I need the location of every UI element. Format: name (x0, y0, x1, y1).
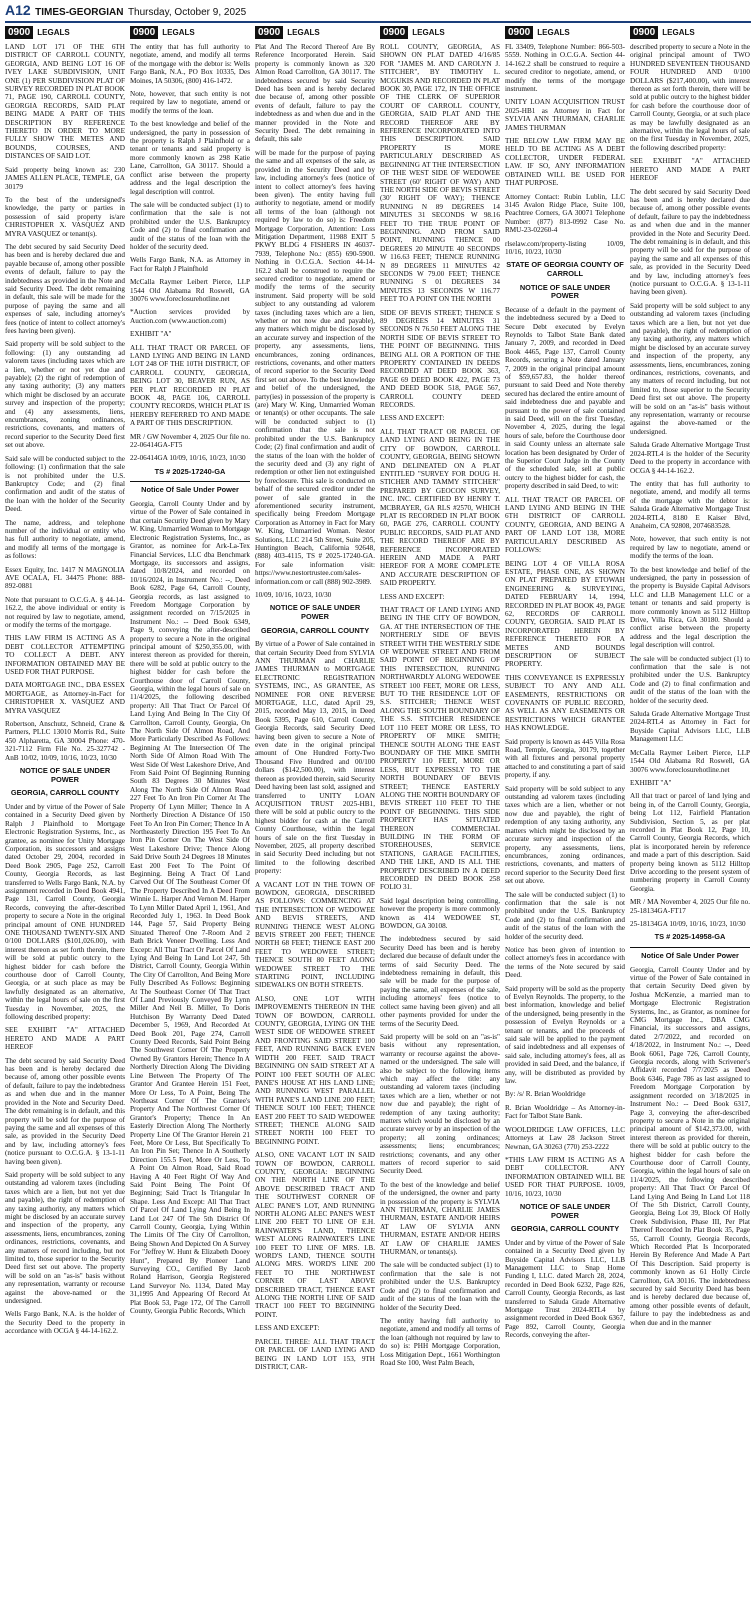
notice-heading: STATE OF GEORGIA COUNTY OF CARROLL (506, 260, 624, 278)
notice-paragraph: THE BELOW LAW FIRM MAY BE HELD TO BE ACTING AS A DEBT COLLECTOR, UNDER FEDERAL LAW. IF SO, ANY INFORMATION OBTAINED WILL BE USED FOR THAT PURPOSE. (505, 137, 625, 188)
column-text (505, 43, 625, 1340)
notice-paragraph: The entity that has full authority to negotiate, amend, and modify all terms of the mortgage with the debtor is: Saluda Grade Alternative Mortgage Trust 2024-RTL4, 8180 E Kaiser Blvd, Anaheim, CA 92808, 2074683528. (630, 479, 750, 530)
notice-paragraph: The debt secured by said Security Deed has been and is hereby declared due because of, among other possible events of default, failure to pay the indebtedness as and when due and in the manner provided in the Note and Security Deed. The debt remaining is in default, and this property will be sold for the purpose of paying the same and all expenses of this sale, as provided in the Security Deed and by law, including attorney's fees (notice pursuant to O.C.G.A. § 13-1-11 having been given). (630, 187, 750, 297)
column-text (255, 43, 375, 1371)
notice-heading: TS # 2025-17240-GA (154, 466, 226, 476)
notice-paragraph: Said legal description being controlling, however the property is more commonly known as 414 WEDOWEE ST, BOWDON, GA 30108. (380, 896, 500, 931)
category-header (380, 25, 500, 40)
category-name: LEGALS (537, 28, 570, 37)
notice-paragraph: ROLL COUNTY, GEORGIA, AS SHOWN ON PLAT DATED 4/16/85 FOR "JAMES M. AND CAROLYN J. STITCHER", BY TIMOTHY L. MCGUKIS AND RECORDED IN PLAT BOOK 30, PAGE 172, IN THE OFFICE OF THE CLERK OF SUPERIOR COURT OF CARROLL COUNTY, GEORGIA, SAID PLAT AND THE RECORD THEREOF ARE BY REFERENCE INCORPORATED INTO THIS DESCRIPTION. SAID PROPERTY IS MORE PARTICULARLY DESCRIBED AS BEGINNING AT THE INTERSECTION OF THE WEST SIDE OF WEDOWEE STREET (60' RIGHT OF WAY) AND THE NORTH SIDE OF BEVIS STREET (30' RIGHT OF WAY); THENCE RUNNING N 89 DEGREES 14 MINUTES 31 SECONDS W 98.16 FEET TO THE TRUE POINT OF BEGINNING. AND FROM SAID POINT, RUNNING THENCE 00 DEGREES 20 MINUTE 40 SECONDS W 116.63 FEET; THENCE RUNNING N 89 DEGREES 11 MINUTES 42 SECONDS W 79.00 FEET; THENCE RUNNING S 01 DEGREES 34 MINUTES 13 SECONDS W 116.77 FEET TO A POINT ON THE NORTH (380, 43, 500, 304)
notice-paragraph: Saluda Grade Alternative Mortgage Trust 2024-RTL4 is the holder of the Security Deed to the property in accordance with OCGA § 44-14-162.2. (630, 441, 750, 475)
notice-paragraph: McCalla Raymer Leibert Pierce, LLP 1544 Old Alabama Rd Roswell, GA 30076 www.foreclosurehotline.net (630, 748, 750, 774)
notice-paragraph: ALSO, ONE LOT WITH IMPROVEMENTS THEREON IN THE TOWN OF BOWDON, CARROLL COUNTY, GEORGIA, LYING ON THE WEST SIDE OF WEDOWEE STREET AND FRONTING SAID STREET 100 FEET, AND RUNNING BACK EVEN WIDTH 200 FEET. SAID TRACT BEGINNING ON SAID STREET AT A POINT 100 FEET SOUTH OF ALEC PANE'S HOUSE AT HIS LAND LINE; AND RUNNING WEST PARALLEL WITH PANE'S LAND LINE 200 FEET; THENCE SOUT 100 FEET; THENCE EAST 200 FEET TO SAID WEDOWEE STREET; THENCE ALONG SAID STREET NORTH 100 FEET TO BEGINNING POINT. (255, 994, 375, 1146)
notice-heading: NOTICE OF SALE UNDER POWER (519, 282, 611, 301)
notice-paragraph: Said property will be sold subject to any outstanding ad valorem taxes (including taxes which are a lien, whether or not now due and payable), the right of redemption of any taxing authority, any matters which might be disclosed by an accurate survey and inspection of the property, any assessments, liens, encumbrances, zoning ordinances, restrictions, covenants, and matters of record superior to the Security Deed first set out above. (505, 784, 625, 886)
notice-paragraph: MR / GW November 4, 2025 Our file no. 22-06414GA-FT5 (130, 432, 250, 450)
notice-paragraph: 10/09, 10/16, 10/23, 10/30 (255, 591, 332, 599)
category-name: LEGALS (162, 28, 195, 37)
category-name: LEGALS (662, 28, 695, 37)
notice-paragraph: McCalla Raymer Leibert Pierce, LLP 1544 Old Alabama Rd Roswell, GA 30076 www.foreclosurehotline.net (130, 278, 250, 303)
legal-column-1 (5, 25, 125, 1595)
notice-paragraph: A VACANT LOT IN THE TOWN OF BOWDON, GEORGIA, DESCRIBED AS FOLLOWS: COMMENCING AT THE INTERSECTION OF WEDOWEE AND BEVIS STREETS, AND RUNNING THENCE WEST ALONG BEVIS STREET 200 FEET; THENCE NORTH 68 FEET; THENCE EAST 200 FEET TO WEDOWEE STREET; THENCE SOUTH 80 FEET ALONG WEDOWEE STREET TO THE STARTING POINT, INCLUDING SIDEWALKS ON BOTH STREETS. (255, 880, 375, 990)
notice-paragraph: To the best knowledge and belief of the undersigned, the party in possession of the property is Buyside Capital Advisors LLC and LLB Management LLC or a tenant or tenants and said property is more commonly known as 5112 Hilltop Drive, Villa Rica, GA 30180. Should a conflict arise between the property address and the legal description the legal description will control. (630, 565, 750, 650)
notice-heading: GEORGIA, CARROLL COUNTY (260, 625, 370, 635)
notice-heading: GEORGIA, CARROLL COUNTY (10, 788, 120, 798)
category-code: 0900 (130, 26, 158, 39)
notice-paragraph: Note that pursuant to O.C.G.A. § 44-14-162.2, the above individual or entity is not required by law to negotiate, amend, or modify the terms of the mortgage. (5, 595, 125, 629)
notice-paragraph: EXHIBIT "A" (130, 330, 172, 339)
notice-heading: GEORGIA, CARROLL COUNTY (510, 1224, 620, 1234)
legal-column-6 (630, 25, 750, 1595)
notice-paragraph: Georgia, Carroll County Under and by virtue of the Power of Sale contained in that certain Security Deed given by Joshua McKenzie, a married man to Mortgage Electronic Registration Systems, Inc., as Grantor, as nominee for CMG Mortgage Inc., DBA CMG Financial, its successors and assigns, dated 2/7/2022, and recorded on 4/18/2022, in Instrument No.: --, Deed Book 6061, Page 726, Carroll County, Georgia records, along with Scrivener's Affidavit recorded 7/7/2025 as Deed Book 6346, Page 786 as last assigned to Freedom Mortgage Corporation by assignment recorded on 3/18/2025 in Instrument No.: -- Deed Book 6317, Page 3, conveying the after-described property to secure a Note in the original principal amount of $142,373.00, with interest thereon as provided for therein, there will be sold at public outcry to the highest bidder for cash before the Courthouse door of Carroll County, Georgia, within the legal hours of sale on 11/4/2025, the following described property: All That Tract Or Parcel Of Land Lying And Being In Land Lot 118 Of The 5th District, Carroll County, Georgia, Being Lot 39, Block Of Holly Creek Subdivision, Phase III, Per Plat Thereof Recorded In Plat Book 35, Page 55, Carroll County, Georgia Records, Which Recorded Plat Is Incorporated Herein By Reference And Made A Part Of This Description. Said property is commonly known as 61 Holly Circle Carrollton, GA 30116. The indebtedness secured by said Security Deed has been and is hereby declared due because of, among other possible events of default, failure to pay the indebtedness as and when due and in the manner (630, 965, 750, 1327)
notice-paragraph: Wells Fargo Bank, N.A. is the holder of the Security Deed to the property in accordance with OCGA § 44-14-162.2. (5, 1310, 125, 1336)
notice-paragraph: Wells Fargo Bank, N.A. as Attorney in Fact for Ralph J Plainfhold (130, 256, 250, 273)
notice-paragraph: The entity that has full authority to negotiate, amend, and modify all terms of the mortgage with the debtor is: Wells Fargo Bank, N.A., PO Box 10335, Des Moines, IA 50306, (800) 416-1472. (130, 43, 250, 85)
notice-paragraph: By: /s/ R. Brian Wooldridge (505, 1090, 586, 1099)
legal-column-5 (505, 25, 625, 1595)
notice-paragraph: THIS CONVEYANCE IS EXPRESSLY SUBJECT TO ANY AND ALL EASEMENTS, RESTRICTIONS OR COVENANTS OF PUBLIC RECORD, AS WELL AS ANY EASEMENTS OR RESTRICTIONS WHICH GRANTEE HAS KNOWLEDGE. (505, 673, 625, 733)
notice-paragraph: Said property being known as: 230 JAMES ALLEN PLACE, TEMPLE, GA 30179 (5, 165, 125, 191)
masthead (5, 2, 751, 20)
notice-paragraph: To the best knowledge and belief of the undersigned, the party in possession of the property is Ralph J Plainfhold or a tenant or tenants and said property is more commonly known as 298 Katie Lane, Carrollton, GA 30117. Should a conflict arise between the property address and the legal description the legal description will control. (130, 120, 250, 196)
notice-paragraph: The sale will be conducted subject (1) to confirmation that the sale is not prohibited under the U.S. Bankruptcy Code and (2) to final confirmation and audit of the status of the loan with the holder of the security deed. (630, 654, 750, 705)
notice-paragraph: The debt secured by said Security Deed has been and is hereby declared due because of, among other possible events of default, failure to pay the indebtedness as and when due and in the manner provided in the Note and Security Deed. The debt remaining is in default, and this property will be sold for the purpose of paying the same and all expenses of this sale, as provided in the Security Deed and by law, including attorney's fees (notice pursuant to O.C.G.A. § 13-1-11 having been given). (5, 1056, 125, 1166)
notice-paragraph: The sale will be conducted subject (1) to confirmation that the sale is not prohibited under the U.S. Bankruptcy Code and (2) to final confirmation and audit of the status of the loan with the holder of the security deed. (505, 890, 625, 941)
notice-paragraph: will be made for the purpose of paying the same and all expenses of the sale, as provided in the Security Deed and by law, including attorney's fees (notice of intent to collect attorney's fees having been given). The entity having full authority to negotiate, amend or modify all terms of the loan (although not required by law to do so) is: Freedom Mortgage Corporation, Attention: Loss Mitigation Department, 11988 EXIT 5 PKWY BLDG 4 FISHERS IN 46037-7939, Telephone No.: (855) 690-5900. Nothing in O.C.G.A. Section 44-14-162.2 shall be construed to require the secured creditor to negotiate, amend or modify the terms of the security instrument. Said property will be sold subject to any outstanding ad valorem taxes (including taxes which are a lien, whether or not now due and payable), any matters which might be disclosed by an accurate survey and inspection of the property, any assessments, liens, encumbrances, zoning ordinances, restrictions, covenants, and other matters of record superior to the Security Deed first set out above. To the best knowledge and belief of the undersigned, the party(ies) in possession of the property is (are) Mary W. King, Unmarried Woman or tenant(s) or other occupants. The sale will be conducted subject to (1) confirmation that the sale is not prohibited under the U.S. Bankruptcy Code; (2) final confirmation and audit of the status of the loan with the holder of the security deed and (3) any right of redemption or other lien not extinguished by foreclosure. This sale is conducted on behalf of the secured creditor under the power of sale granted in the aforementioned security instrument, specifically being Freedom Mortgage Corporation as Attorney in Fact for Mary W. King, Unmarried Woman. Nestor Solutions, LLC 214 5th Street, Suite 205, Huntington Beach, California 92648, (888) 403-4115, TS # 2025-17240-GA. For sale information visit: https://www.nestortrustee.com/sales-information.com or call (888) 902-3989. (255, 148, 375, 586)
notice-paragraph: *THIS LAW FIRM IS ACTING AS A DEBT COLLECTOR. ANY INFORMATION OBTAINED WILL BE USED FOR THAT PURPOSE. 10/09, 10/16, 10/23, 10/30 (505, 1155, 625, 1198)
notice-paragraph: The sale will be conducted subject (1) to confirmation that the sale is not prohibited under the U.S. Bankruptcy Code and (2) to final confirmation and audit of the status of the loan with the holder of the Security Deed. (380, 1261, 500, 1312)
notice-paragraph: THIS LAW FIRM IS ACTING AS A DEBT COLLECTOR ATTEMPTING TO COLLECT A DEBT. ANY INFORMATION OBTAINED MAY BE USED FOR THAT PURPOSE. (5, 634, 125, 677)
notice-paragraph: Robertson, Anschutz, Schneid, Crane & Partners, PLLC 13010 Morris Rd., Suite 450 Alpharetta, GA 30004 Phone: 470-321-7112 Firm File No. 25-327742 - AnB 10/02, 10/09, 10/16, 10/23, 10/30 (5, 720, 125, 762)
category-code: 0900 (630, 26, 658, 39)
notice-paragraph: SIDE OF BEVIS STREET; THENCE S 89 DEGREES 14 MINUTES 31 SECONDS N 76.50 FEET ALONG THE NORTH SIDE OF BEVIS STREET TO THE POINT OF BEGINNING. THIS BEING ALL OR A PORTION OF THE PROPERTY CONTAINED IN DEEDS RECORDED AT DEED BOOK 363, PAGE 69 DEED BOOK 422, PAGE 73 AND DEED BOOK 518, PAGE 567, CARROLL COUNTY DEED RECORDS. (380, 308, 500, 410)
column-text (630, 43, 750, 1327)
category-header (5, 25, 125, 40)
notice-paragraph: Essex Equity, Inc. 1417 N MAGNOLIA AVE OCALA, FL 34475 Phone: 888-892-0881 (5, 565, 125, 591)
notice-heading: NOTICE OF SALE UNDER POWER (19, 766, 111, 784)
notice-paragraph: Under and by virtue of the Power of Sale contained in a Security Deed given by Buyside Capital Advisors LLC, LLB Management LLC to Snap Home Funding I, LLC. dated March 28, 2024, recorded in Deed Book 6232, Page 826, Carroll County, Georgia Records, as last transferred to Saluda Grade Alternative Mortgage Trust 2024-RTL4 by assignment recorded in Deed Book 6367, Page 892, Carroll County, Georgia Records, conveying the after- (505, 1238, 625, 1340)
category-code: 0900 (505, 26, 533, 39)
notice-paragraph: EXHIBIT "A" (630, 778, 672, 787)
notice-paragraph: BEING LOT 4 OF VILLA ROSA ESTATE, PHASE ONE, AS SHOWN ON PLAT PREPARED BY ETOWAH ENGINEERING & SURVEYING, DATED FEBRUARY 14, 1994, RECORDED IN PLAT BOOK 49, PAGE 62, RECORDS OF CARROLL COUNTY, GEORGIA. SAID PLAT IS INCORPORATED HEREIN BY REFERENCE THERETO FOR A METES AND BOUNDS DESCRIPTION OF SUBJECT PROPERTY. (505, 559, 625, 669)
notice-paragraph: Said property will be sold subject to any outstanding ad valorem taxes (including taxes which are a lien, but not yet due and payable), the right of redemption of any taxing authority, any matters which might be disclosed by an accurate survey and inspection of the property, any assessments, liens, encumbrances, zoning ordinances, restrictions, covenants, and any matters of record including, but not limited to, those superior to the Security Deed first set out above. The property will be sold on an "as-is" basis without any representation, warranty or recourse against the above-named or the undersigned. (630, 301, 750, 436)
notice-paragraph: Said property will be sold subject to any outstanding ad valorem taxes (including taxes which are a lien, but not yet due and payable), the right of redemption of any taxing authority, any matters which might be disclosed by an accurate survey and inspection of the property, any assessments, liens, encumbrances, zoning ordinances, restrictions, covenants, and any matters of record including, but not limited to, those superior to the Security Deed first set out above. The property will be sold on an "as-is" basis without any representation, warranty or recourse against the above-named or the undersigned. (5, 1170, 125, 1306)
notice-heading: Notice Of Sale Under Power (641, 951, 739, 960)
category-code: 0900 (380, 26, 408, 39)
column-text (380, 43, 500, 1367)
notice-paragraph: THAT TRACT OF LAND LYING AND BEING IN THE CITY OF BOWDON, GA. AT THE INTERSECTION OF THE NORTHERLY SIDE OF BEVIS STREET WITH THE WESTERLY SIDE OF WEDOWEE STREET AND FROM SAID POINT OF BEGINNING OF THIS INTERSECTION, RUNNING NORTHWARDLY ALONG WEDOWEE STREET 100 FEET, MORE OR LESS, BUT TO THE RESIDENCE LOT OF S.S. STITCHER; THENCE WEST ALONG THE SOUTH BOUNDARY OF THE S.S. STITCHER RESIDENCE LOT 110 FEET MORE OR LESS, TO PROPERTY OF MIKE SMITH; THENCE SOUTH ALONG THE EAST BOUNDARY OF THE MIKE SMITH PROPERTY 110 FEET, MORE OR LESS, BUT EXPRESSLY TO THE NORTH BOUNDARY OF BEVIS STREET; THENCE EASTERLY ALONG THE NORTH BOUNDARY OF BEVIS STREET 110 FEET TO THE POINT OF BEGINNING. THIS SIDE PROPERTY HAS SITUATED THEREON COMMERCIAL BUILDING IN THE FORM OF STOREHOUSES, SERVICE STATIONS, GARAGE FACILITIES, AND THE LIKE, AND IS ALL THE PROPERTY DESCRIBED IN A DEED RECORDED IN DEED BOOK 258 FOLIO 31. (380, 606, 500, 892)
notice-paragraph: FL 33409, Telephone Number: 866-503-5559. Nothing in O.C.G.A. Section 44-14-162.2 shall be construed to require a secured creditor to negotiate, amend, or modify the terms of the mortgage instrument. (505, 43, 625, 94)
column-text (5, 43, 125, 1336)
notice-paragraph: Note, however, that such entity is not required by law to negotiate, amend or modify the terms of the loan. (130, 90, 250, 115)
notice-paragraph: R. Brian Wooldridge – As Attorney-in- Fact for Talbot State Bank. (505, 1103, 625, 1121)
paper-name: TIMES-GEORGIAN (35, 7, 124, 18)
notice-paragraph: PARCEL THREE: ALL THAT TRACT OR PARCEL OF LAND LYING AND BEING IN LAND LOT 153, 9TH DISTRICT, CAR- (255, 1337, 375, 1371)
notice-divider (630, 947, 750, 948)
notice-paragraph: By virtue of a Power of Sale contained in that certain Security Deed from SYLVIA ANN THURMAN and CHARLIE JAMES THURMAN to MORTGAGE ELECTRONIC REGISTRATION SYSTEMS, INC., AS GRANTEE, AS NOMINEE FOR ONE REVERSE MORTGAGE, LLC, dated April 29, 2015, recorded May 13, 2015, in Deed Book 5395, Page 610, Carroll County, Georgia Records, said Security Deed having been given to secure a Note of even date in the original principal amount of One Hundred Forty-Two Thousand Five Hundred and 00/100 dollars ($142,500.00), with interest thereon as provided therein, said Security Deed having been last sold, assigned and transferred to UNITY LOAN ACQUISITION TRUST 2025-HB1, there will be sold at public outcry to the highest bidder for cash at the Carroll County Courthouse, within the legal hours of sale on the first Tuesday in November, 2025, all property described in said Security Deed including but not limited to the following described property: (255, 640, 375, 876)
category-header (130, 25, 250, 40)
notice-paragraph: Note, however, that such entity is not required by law to negotiate, amend or modify the terms of the loan. (630, 535, 750, 561)
notice-paragraph: 25-18134GA 10/09, 10/16, 10/23, 10/30 (630, 920, 746, 928)
category-header (630, 25, 750, 40)
notice-paragraph: ALL THAT TRACT OR PARCEL OF LAND LYING AND BEING IN THE CITY OF BOWDON, CARROLL COUNTY, GEORGIA, BEING SHOWN AND DELINEATED ON A PLAT ENTITLED "SURVEY FOR DOUG H. STICHER AND TAMMY STITCHER" PREPARED BY GEOCON SURVEY, INC. INC. CERTIFIED BY HENRY T. MCBRAYER, GA RLS #2570, WHICH PLAT IS RECORDED IN PLAT BOOK 60, PAGE 276, CARROLL COUNTY PUBLIC RECORDS, SAID PLAT AND THE RECORD THEREOF ARE BY REFERENCE INCORPORATED HEREIN AND MADE A PART HEREOF FOR A MORE COMPLETE AND ACCURATE DESCRIPTION OF SAID PROPERTY. (380, 427, 500, 588)
notice-paragraph: Because of a default in the payment of the indebtedness secured by a Deed to Secure Debt executed by Evelyn Reynolds to Talbot State Bank dated January 7, 2009, and recorded in Deed Book 4465, Page 137, Carroll County Records, securing a Note dated January 7, 2009 in the original principal amount of $59,657.83, the holder thereof pursuant to said Deed and Note thereby secured has declared the entire amount of said indebtedness due and payable and pursuant to the power of sale contained in said Deed, will on the first Tuesday, November 4, 2025, during the legal hours of sale, before the Courthouse door in said County unless an alternate sale location has been designated by Order of the Superior Court Judge in the County of the scheduled sale, sell at public outcry to the highest bidder for cash, the property described in said Deed, to wit: (505, 305, 625, 491)
notice-divider (130, 481, 250, 482)
category-code: 0900 (5, 26, 33, 39)
notice-paragraph: Attorney Contact: Rubin Lublin, LLC 3145 Avalon Ridge Place, Suite 100, Peachtree Corners, GA 30071 Telephone Number: (877) 813-0992 Case No. RMU-23-02260-4 (505, 192, 625, 235)
category-name: LEGALS (37, 28, 70, 37)
notice-paragraph: Notice has been given of intention to collect attorney's fees in accordance with the terms of the Note secured by said Deed. (505, 945, 625, 980)
issue-date: Thursday, October 9, 2025 (127, 7, 247, 18)
notice-paragraph: The indebtedness secured by said Security Deed has been and is hereby declared due because of default under the terms of said Security Deed. The indebtedness remaining in default, this sale will be made for the purpose of paying the same, all expenses of the sale, including attorneys' fees (notice to collect same having been given) and all other payments provided for under the terms of the Security Deed. (380, 935, 500, 1028)
legal-column-2 (130, 25, 250, 1595)
notice-paragraph: Plat And The Record Thereof Are By Reference Incorporated Herein. Said property is commonly known as 320 Almon Road Carrollton, GA 30117. The indebtedness secured by said Security Deed has been and is hereby declared due because of, among other possible events of default, failure to pay the indebtedness as and when due and in the manner provided in the Note and Security Deed. The debt remaining in default, this sale (255, 43, 375, 144)
category-header (255, 25, 375, 40)
legal-column-3 (255, 25, 375, 1595)
notice-paragraph: The debt secured by said Security Deed has been and is hereby declared due and payable because of, among other possible events of default, failure to pay the indebtedness as provided in the Note and said Security Deed. The debt remaining in default, this sale will be made for the purpose of paying the same and all expenses of sale, including attorney's fees (notice of intent to collect attorney's fees having been given). (5, 242, 125, 335)
notice-paragraph: UNITY LOAN ACQUISITION TRUST 2025-HB1 as Attorney in Fact for SYLVIA ANN THURMAN, CHARLIE JAMES THURMAN (505, 98, 625, 132)
notice-paragraph: Saluda Grade Alternative Mortgage Trust 2024-RTL4 as Attorney in Fact for Buyside Capital Advisors LLC, LLB Management LLC (630, 710, 750, 744)
notice-paragraph: All that tract or parcel of land lying and being in, of the Carroll County, Georgia, being Lot 112, Fairfield Plantation Subdivision, Section 5, as per plat recorded in Plat Book 12, Page 10, Carroll County, Georgia Records, which plat is incorporated herein by reference and made a part of this description. Said property being known as 5112 Hilltop Drive according to the present system of numbering property in Carroll County Georgia. (630, 792, 750, 893)
notice-paragraph: Said sale will be conducted subject to the following: (1) confirmation that the sale is not prohibited under the U.S. Bankruptcy Code; and (2) final confirmation and audit of the status of the loan with the holder of the Security Deed. (5, 454, 125, 514)
notice-paragraph: Georgia, Carroll County Under and by virtue of the Power of Sale contained in that certain Security Deed given by Mary W. King, Unmarried Woman to Mortgage Electronic Registration Systems, Inc., as Grantor, as nominee for Ark-La-Tex Financial Services, LLC dba Benchmark Mortgage, its successors and assigns, dated 10/8/2024, and recorded on 10/16/2024, in Instrument No.: --, Deed Book 6282, Page 64, Carroll County, Georgia records, as last assigned to Freedom Mortgage Corporation by assignment recorded on 7/15/2025 in Instrument No.: -- Deed Book 6349, Page 9, conveying the after-described property to secure a Note in the original principal amount of $250,355.00, with interest thereon as provided for therein, there will be sold at public outcry to the highest bidder for cash before the Courthouse door of Carroll County, Georgia, within the legal hours of sale on 11/4/2025, the following described property: All That Tract Or Parcel Of Land Lying And Being In The City Of Carrollton, Carroll County, Georgia, On The North Side Of Almon Road, And More Particularly Described As Follows: Beginning At The Intersection Of The North Side Of Almon Road With The West Side Of West Lakeshore Drive, And From Said Point Of Beginning Running South 83 Degrees 30 Minutes West Along The North Side Of Almon Road 227 Feet To An Iron Pin Corner At The Property Of Lynn Miller; Thence In A Northerly Direction A Distance Of 150 Feet To An Iron Pin Corner; Thence In A Northeasterly Direction 195 Feet To An Iron Pin Corner On The West Side Of West Lakeshore Drive; Thence Along Said Drive South 24 Degrees 18 Minutes East 200 Feet To The Point Of Beginning. Being A Tract Of Land Carved Out Of The Southeast Corner Of The Property Described In A Deed From Winnie L. Harper And Vernon M. Harper To Lynn Miller Dated April 1, 1961, And Recorded July 1, 1963. In Deed Book 144, Page 57, Said Property Being Situated Thereof One 7-Room And 2 Bath Brick Veneer Dwelling. Less And Except: All That Tract Or Parcel Of Land Lying And Being In Land Lot 247, 5th District, Carroll County, Georgia Within The City Of Carrollton, And Being More Fully Described As Follows: Beginning At The Southeast Corner Of That Tract Of Land Previously Conveyed By Lynn Miller And Neil B. Miller, To Doris Hutchison By Warranty Deed Dated December 5, 1969, And Recorded At Deed Book 201, Page 274, Carroll County Deed Records, Said Point Being The Southwest Corner Of The Property Owned By Grantors Herein; Thence In A Northerly Direction Along The Dividing Line Between The Property Of The Grantor And Grantee Herein 151 Feet, More Or Less, To A Point, Being The Northeast Corner Of The Grantee's Property And The Northwest Corner Of Grantor's Property; Thence In An Easterly Direction Along The Northerly Property Line Of The Grantor Herein 21 Feet, More Or Less, But Specifically To An Iron Pin Set; Thence In A Southerly Direction 155.5 Feet, More Or Less, To A Point On Almon Road, Said Road Having A 40 Feet Right Of Way And Said Point Being The Point Of Beginning; Said Tract Is Triangular In Shape. Less And Except: All That Tract Of Parcel Of Land Lying And Being In Land Lot 247 Of The 5th District Of Carroll County, Georgia, Lying Within The Limits Of The City Of Carrollton, Being Shown And Depicted On A Survey For "Jeffrey W. Hunt & Elizabeth Dooey Hunt", Prepared By Pioneer Land Surveying CO., Certified By Jacob Roland Harrison, Georgia Registered Land Surveyor No. 1134, Dated May 31,1995 And Appearing Of Record At Plat Book 53, Page 172, Of The Carroll County, Georgia Public Records, Which (130, 500, 250, 1316)
notice-paragraph: Under and by virtue of the Power of Sale contained in a Security Deed given by Ralph J Plainfhold to Mortgage Electronic Registration Systems, Inc., as grantee, as nominee for Unity Mortgage Corporation, its successors and assigns dated October 29, 2004, recorded in Deed Book 2905, Page 252, Carroll County, Georgia Records, as last transferred to Wells Fargo Bank, N.A. by assignment recorded in Deed Book 4941, Page 131, Carroll County, Georgia Records, conveying the after-described property to secure a Note in the original principal amount of ONE HUNDRED ONE THOUSAND TWENTY-SIX AND 0/100 DOLLARS ($101,026.00), with interest thereon as set forth therein, there will be sold at public outcry to the highest bidder for cash before the courthouse door of Carroll County, Georgia, or at such place as may be lawfully designated as an alternative, within the legal hours of sale on the first Tuesday in November, 2025, the following described property: (5, 802, 125, 1022)
notice-heading: NOTICE OF SALE UNDER POWER (269, 603, 361, 621)
notice-paragraph: LESS AND EXCEPT: (255, 1324, 320, 1333)
notice-paragraph: 22-06414GA 10/09, 10/16, 10/23, 10/30 (130, 454, 246, 463)
notice-paragraph: Said property is known as 445 Villa Rosa Road, Temple, Georgia, 30179, together with all fixtures and personal property attached to and constituting a part of said property, if any. (505, 737, 625, 780)
notice-paragraph: LESS AND EXCEPT: (380, 414, 445, 423)
notice-paragraph: Said property will be sold on an "as-is" basis without any representation, warranty or recourse against the above-named or the undersigned. The sale will also be subject to the following items which may affect the title: any outstanding ad valorem taxes (including taxes which are a lien, whether or not now due and payable); the right of redemption of any taxing authority; matters which would be disclosed by an accurate survey or by an inspection of the property; all zoning ordinances; assessments; liens; encumbrances; restrictions; covenants, and any other matters of record superior to said Security Deed. (380, 1032, 500, 1176)
notice-paragraph: rlselaw.com/property-listing 10/09, 10/16, 10/23, 10/30 (505, 239, 625, 256)
notice-heading: Notice Of Sale Under Power (141, 485, 239, 495)
page-number: A12 (5, 2, 31, 18)
category-name: LEGALS (287, 28, 320, 37)
notice-paragraph: ALL THAT TRACT OR PARCEL OF LAND LYING AND BEING IN THE 6TH DISTRICT OF CARROLL COUNTY, GEORGIA, AND BEING A PART OF LAND LOT 138, MORE PARTICULARLY DESCRIBED AS FOLLOWS: (505, 495, 625, 555)
notice-paragraph: MR / MA November 4, 2025 Our file no. 25-18134GA-FT17 (630, 898, 750, 915)
notice-paragraph: described property to secure a Note in the original principal amount of TWO HUNDRED SEVENTEEN THOUSAND FOUR HUNDRED AND 0/100 DOLLARS ($217,400.00), with interest thereon as set forth therein, there will be sold at public outcry to the highest bidder for cash before the courthouse door of Carroll County, Georgia, or at such place as may be lawfully designated as an alternative, within the legal hours of sale on the first Tuesday in November, 2025, the following described property: (630, 43, 750, 152)
notice-paragraph: LAND LOT 171 OF THE 6TH DISTRICT OF CARROLL COUNTY, GEORGIA, AND BEING LOT 16 OF IVEY LAKE SUBDIVISION, UNIT ONE (1) PER SUBDIVISION PLAT OF SURVEY RECORDED IN PLAT BOOK 71, PAGE 190, CARROLL COUNTY, GEORGIA RECORDS, SAID PLAT BEING MADE A PART OF THIS DESCRIPTION BY REFERENCE THERETO IN ORDER TO MORE FULLY SHOW THE METES AND BOUNDS, COURSES, AND DISTANCES OF SAID LOT. (5, 43, 125, 161)
notice-paragraph: *Auction services provided by Auction.com (www.auction.com) (130, 308, 250, 325)
notice-paragraph: Said property will be sold subject to the following: (1) any outstanding ad valorem taxes (including taxes which are a lien, whether or not yet due and payable); (2) the right of redemption of any taxing authority; (3) any matters which might be disclosed by an accurate survey and inspection of the property; and (4) any assessments, liens, encumbrances, zoning ordinances, restrictions, covenants, and matters of record superior to the Security Deed first set out above. (5, 340, 125, 450)
notice-paragraph: The entity having full authority to negotiate, amend and modify all terms of the loan (although not required by law to do so) is: PHH Mortgage Corporation, Loss Mitigation Dept., 1661 Worthington Road Ste 100, West Palm Beach, (380, 1316, 500, 1367)
notice-paragraph: ALL THAT TRACT OR PARCEL OF LAND LYING AND BEING IN LAND LOT 248 OF THE 10TH DISTRICT, OF CARROLL COUNTY, GEORGIA, BEING LOT 30, BEAVER RUN, AS PER PLAT RECORDED IN PLAT BOOK 48, PAGE 106, CARROLL COUNTY RECORDS, WHICH PLAT IS HEREBY REFERRED TO AND MADE A PART OF THIS DESCRIPTION. (130, 343, 250, 428)
column-text (130, 43, 250, 1315)
category-header (505, 25, 625, 40)
notice-paragraph: SEE EXHIBIT "A" ATTACHED HERETO AND MADE A PART HEREOF (630, 157, 750, 183)
category-name: LEGALS (412, 28, 445, 37)
notice-paragraph: The sale will be conducted subject (1) to confirmation that the sale is not prohibited under the U.S. Bankruptcy Code and (2) to final confirmation and audit of the status of the loan with the holder of the security deed. (130, 200, 250, 251)
notice-paragraph: LESS AND EXCEPT: (380, 592, 445, 601)
category-code: 0900 (255, 26, 283, 39)
notice-paragraph: The name, address, and telephone number of the individual or entity who has full authority to negotiate, amend, and modify all terms of the mortgage is as follows: (5, 518, 125, 561)
notice-heading: TS # 2025-14958-GA (654, 932, 726, 942)
notice-paragraph: To the best of the undersigned's knowledge, the party or parties in possession of said property is/are CHRISTOPHER X. VASQUEZ AND MYRA VASQUEZ or tenant(s). (5, 195, 125, 238)
notice-paragraph: To the best of the knowledge and belief of the undersigned, the owner and party in possession of the property is SYLVIA ANN THURMAN, CHARLIE JAMES THURMAN, ESTATE AND/OR HEIRS AT LAW OF SYLVIA ANN THURMAN, ESTATE AND/OR HEIRS AT LAW OF CHARLIE JAMES THURMAN, or tenants(s). (380, 1180, 500, 1257)
masthead-rule (5, 21, 751, 23)
notice-paragraph: DATA MORTGAGE INC., DBA ESSEX MORTGAGE, as Attorney-in-Fact for CHRISTOPHER X. VASQUEZ AND MYRA VASQUEZ (5, 681, 125, 715)
legal-column-4 (380, 25, 500, 1595)
notice-paragraph: Said property will be sold as the property of Evelyn Reynolds. The property, to the best information, knowledge and belief of the undersigned, being presently in the possession of Evelyn Reynolds or a tenant or tenants, and the proceeds of said sale will be applied to the payment of said indebtedness and all expenses of said sale, including attorney's fees, all as provided in said Deed, and the balance, if any, will be distributed as provided by law. (505, 984, 625, 1086)
notice-paragraph: SEE EXHIBIT "A" ATTACHED HERETO AND MADE A PART HEREOF (5, 1026, 125, 1052)
notice-paragraph: ALSO, ONE VACANT LOT IN SAID TOWN OF BOWDON, CARROLL COUNTY, GEORGIA: BEGINNING ON THE NORTH LINE OF THE ABOVE DESCRIBED TRACT AND THE SOUTHWEST CORNER OF ALEC PANE'S LOT, AND RUNNING NORTH ALONG ALEC PANE'S WEST LINE 200 FEET TO LINE OF E.H. RAINWATER'S LAND, THENCE WEST ALONG RAINWATER'S LINE 100 FEET TO LINE OF MRS. I.B. WORD'S LAND, THENCE SOUTH ALONG MRS. WORD'S LINE 200 FEET TO THE NORTHWEST CORNER OF LAST ABOVE DESCRIBED TRACT, THENCE EAST ALONG THE NORTH LINE OF SAID TRACT 100 FEET TO BEGINNING POINT. (255, 1151, 375, 1319)
notice-paragraph: WOOLDRIDGE LAW OFFICES, LLC Attorneys at Law 28 Jackson Street Newnan, GA 30263 (770) 253-2222 (505, 1125, 625, 1151)
notice-heading: NOTICE OF SALE UNDER POWER (519, 1201, 611, 1220)
